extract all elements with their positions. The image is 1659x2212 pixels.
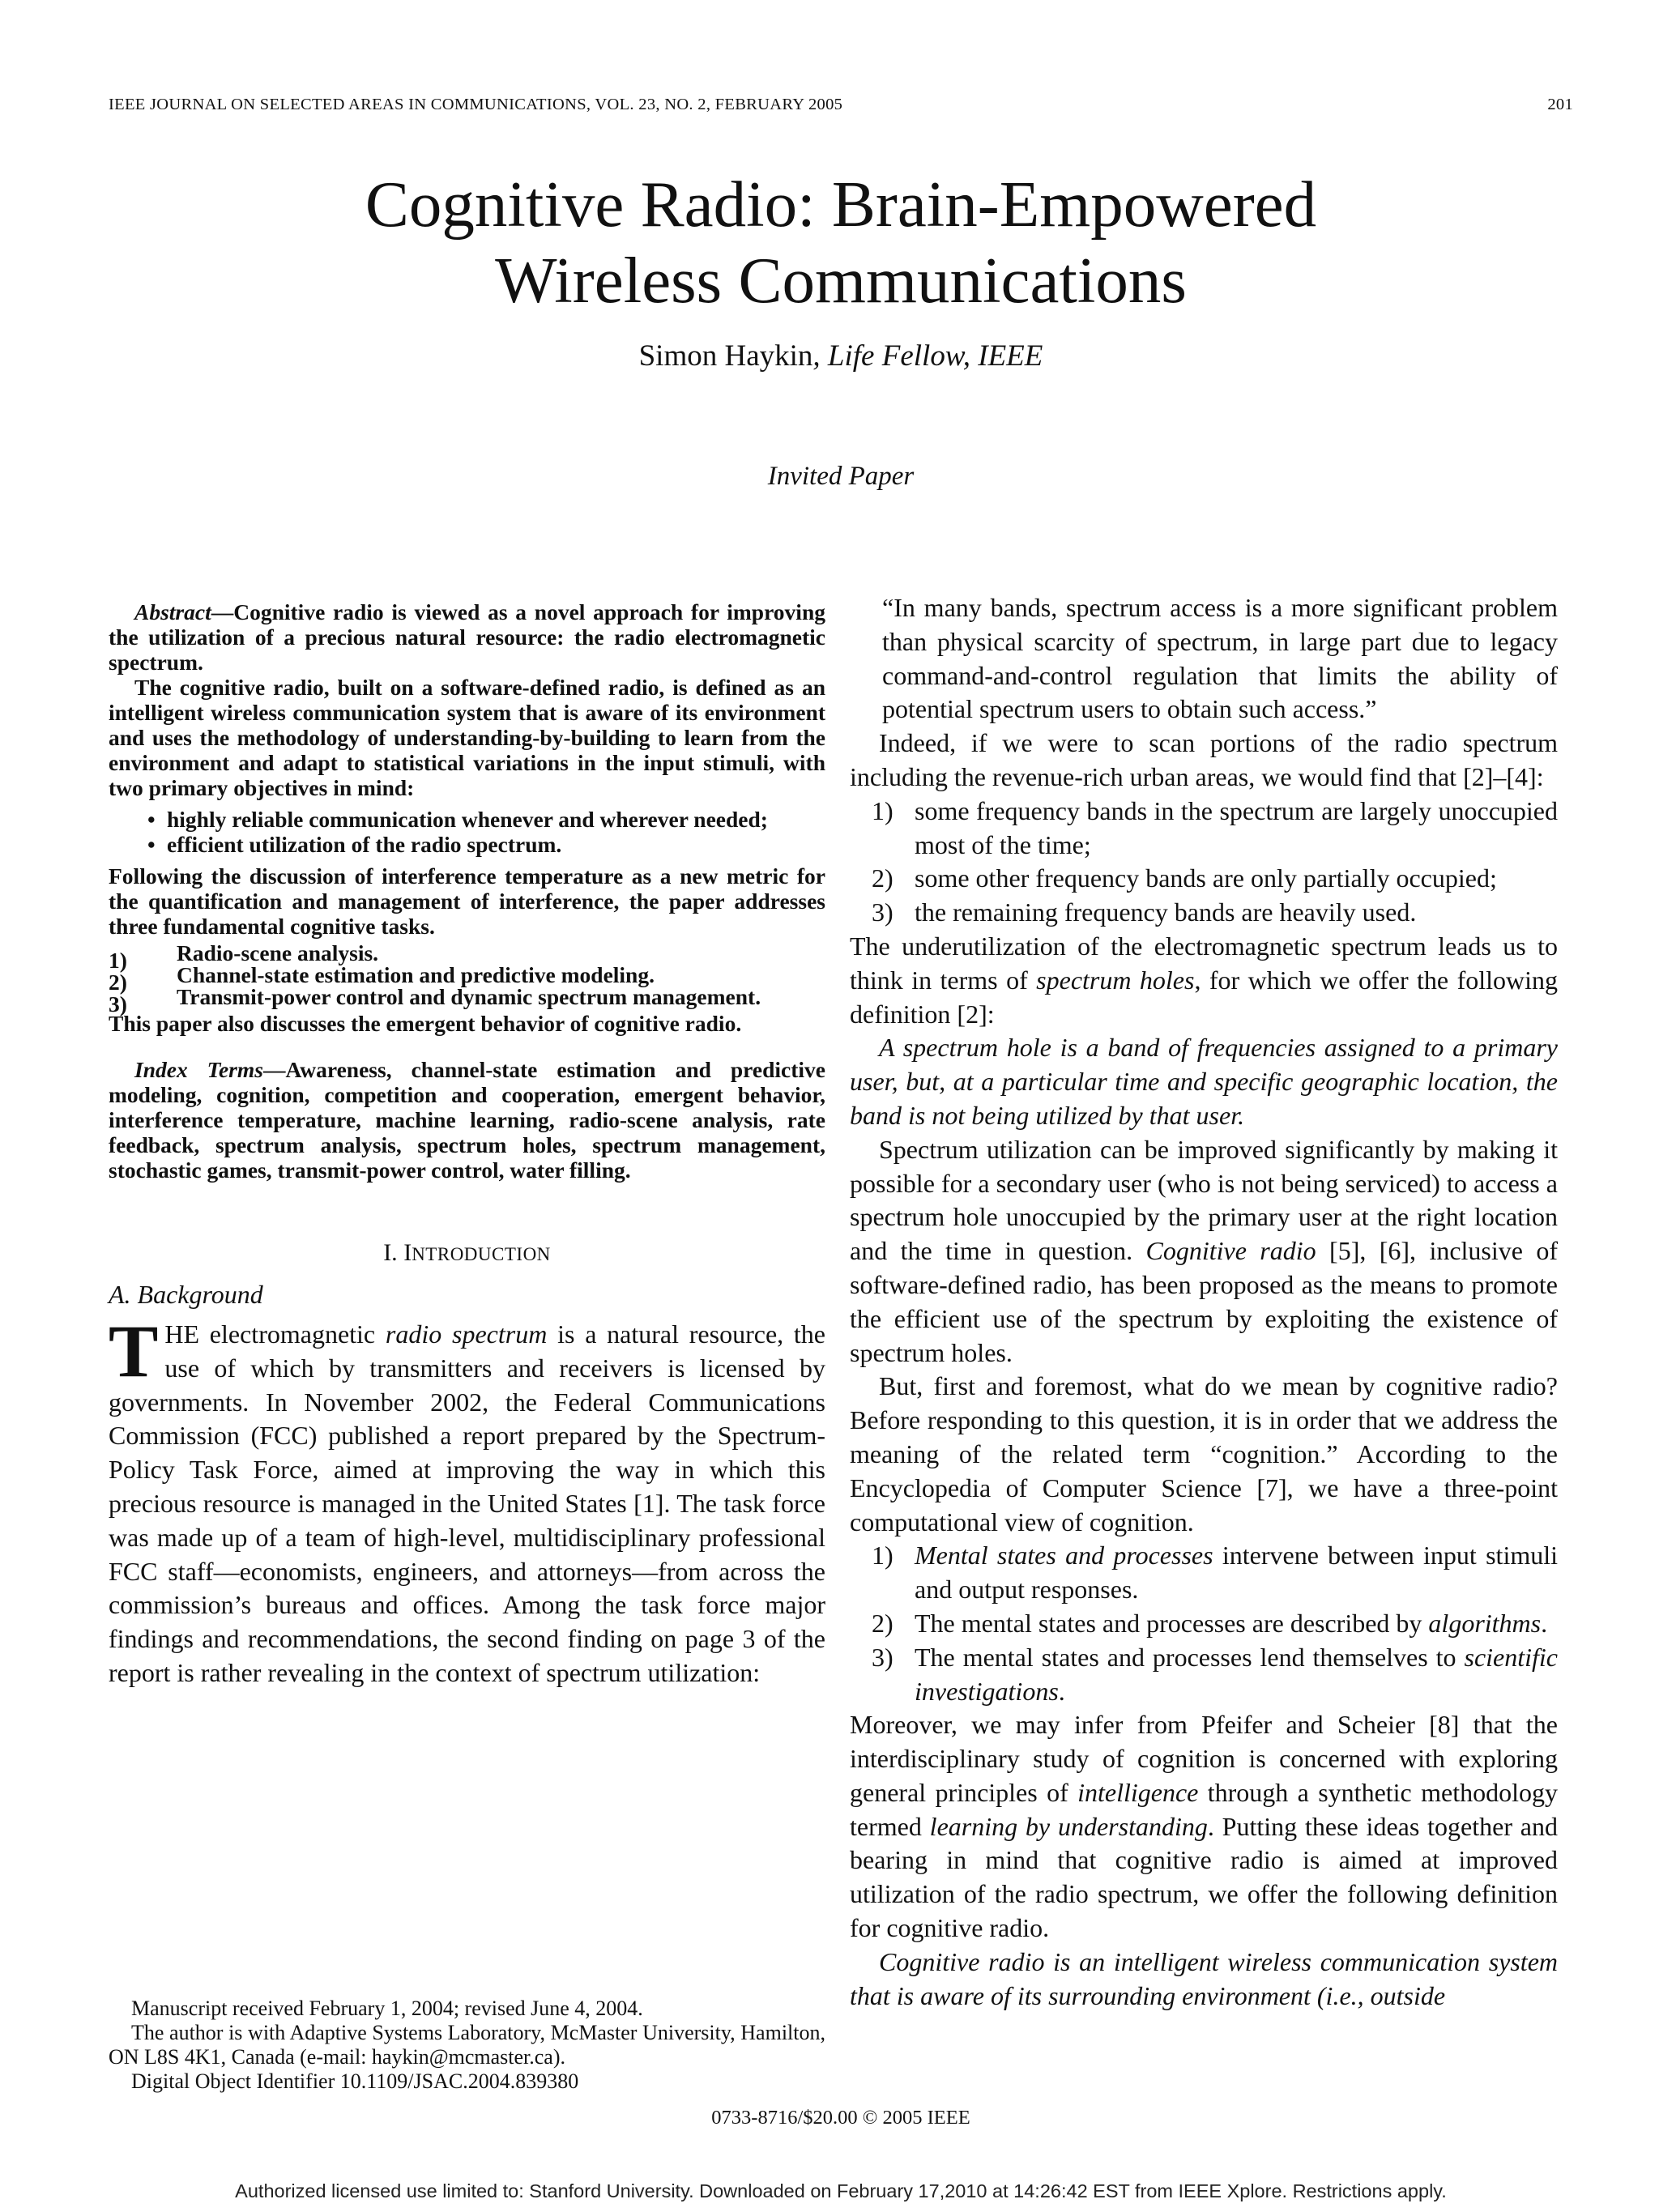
abstract-bullet: • efficient utilization of the radio spectrum.	[167, 832, 825, 857]
index-terms: Index Terms—Awareness, channel-state estimation and predictive modeling, cognition, competition and cooperation, emergent behavior, interference temperature, machine learning, radio-scene analysis, rate feedback, spectrum analysis, spectrum holes, spectrum management, stochastic games, transmit-power control, water filling.	[109, 1057, 825, 1183]
cognitive-radio-definition: Cognitive radio is an intelligent wireless communication system that is aware of its surrounding environment (i.e., outside	[850, 1946, 1558, 2010]
scan-item: 3) the remaining frequency bands are heavily used.	[872, 897, 1417, 927]
scan-item: 2) some other frequency bands are only partially occupied;	[872, 863, 1497, 893]
cognition-item: 3) The mental states and processes lend themselves to scientific investigations.	[872, 1642, 1558, 1706]
fcc-quote: “In many bands, spectrum access is a more significant problem than physical scarcity of spectrum, in large part due to legacy command-and-control regulation that limits the ability of potential spectrum users to obtain such access.”	[882, 593, 1558, 724]
footnote-received: Manuscript received February 1, 2004; revised June 4, 2004.	[131, 1997, 643, 2020]
footnote	[109, 1997, 825, 2094]
cognition-paragraph: But, first and foremost, what do we mean by cognitive radio? Before responding to this question, it is in order that we address the meaning of the related term “cognition.” According to the Encyclopedia of Computer Science [7], we have a three-point computational view of cognition.	[850, 1371, 1558, 1536]
paper-type: Invited Paper	[767, 462, 915, 491]
paper-title	[109, 166, 1573, 318]
scan-list	[850, 795, 1558, 930]
copyright-line: 0733-8716/$20.00 © 2005 IEEE	[711, 2107, 970, 2129]
left-column	[109, 599, 825, 1690]
cognition-item: 2) The mental states and processes are described by algorithms.	[872, 1608, 1548, 1638]
abstract-para-2: The cognitive radio, built on a software-defined radio, is defined as an intelligent wireless communication system that is aware of its environment and uses the methodology of understanding-by-building to learn from the environment and adapt to statistical variations in the input stimuli, with two primary objectives in mind:	[109, 675, 825, 800]
abstract	[109, 599, 825, 1183]
cognition-list	[850, 1539, 1558, 1708]
underutilization-paragraph: The underutilization of the electromagnetic spectrum leads us to think in terms of spectrum holes, for which we offer the following definition [2]:	[850, 931, 1559, 1029]
title-line-2: Wireless Communications	[495, 244, 1187, 317]
footnote-doi: Digital Object Identifier 10.1109/JSAC.2004.839380	[131, 2069, 579, 2093]
scan-paragraph: Indeed, if we were to scan portions of the radio spectrum including the revenue-rich urban areas, we would find that [2]–[4]:	[850, 728, 1558, 791]
page-number: 201	[1547, 96, 1573, 113]
utilization-paragraph: Spectrum utilization can be improved significantly by making it possible for a secondary user (who is not being serviced) to access a spectrum hole unoccupied by the primary user at the right location and the time in question. Cognitive radio [5], [6], inclusive of software-defined radio, has been proposed as the means to promote the efficient use of the spectrum by exploiting the existence of spectrum holes.	[850, 1134, 1559, 1367]
task-item: 3) Transmit-power control and dynamic spectrum management.	[109, 984, 761, 1016]
drop-cap: T	[109, 1310, 159, 1392]
journal-name: IEEE JOURNAL ON SELECTED AREAS IN COMMUNICATIONS, VOL. 23, NO. 2, FEBRUARY 2005	[109, 96, 843, 113]
task-item: 2) Channel-state estimation and predictive modeling.	[109, 962, 655, 995]
license-notice: Authorized licensed use limited to: Stanford University. Downloaded on February 17,2010 at 14:26:42 EST from IEEE Xplore. Restrictions apply.	[235, 2180, 1447, 2201]
running-header	[109, 96, 1573, 128]
section-heading: I. INTRODUCTION	[383, 1239, 551, 1266]
author-affiliation: , Life Fellow, IEEE	[812, 339, 1043, 373]
abstract-label: Abstract	[134, 599, 211, 624]
author-line	[109, 339, 1573, 373]
abstract-para-3: Following the discussion of interference temperature as a new metric for the quantification and management of interference, the paper addresses three fundamental cognitive tasks.	[109, 863, 825, 939]
spectrum-hole-definition: A spectrum hole is a band of frequencies assigned to a primary user, but, at a particular time and specific geographic location, the band is not being utilized by that user.	[850, 1033, 1558, 1130]
index-terms-label: Index Terms	[134, 1057, 263, 1082]
scan-item: 1) some frequency bands in the spectrum are largely unoccupied most of the time;	[872, 795, 1558, 859]
footnote-author-info: The author is with Adaptive Systems Laboratory, McMaster University, Hamilton, ON L8S 4K1, Canada (e-mail: haykin@mcmaster.ca).	[109, 2021, 825, 2069]
title-line-1: Cognitive Radio: Brain-Empowered	[365, 168, 1317, 241]
abstract-closing: This paper also discusses the emergent behavior of cognitive radio.	[109, 1011, 742, 1036]
abstract-bullets	[109, 807, 825, 857]
abstract-tasks	[109, 940, 825, 1016]
pfeifer-paragraph: Moreover, we may infer from Pfeifer and Scheier [8] that the interdisciplinary study of cognition is concerned with exploring general principles of intelligence through a synthetic methodology termed learning by understanding. Putting these ideas together and bearing in mind that cognitive radio is aimed at improved utilization of the radio spectrum, we offer the following definition for cognitive radio.	[850, 1710, 1559, 1943]
cognition-item: 1) Mental states and processes intervene between input stimuli and output responses.	[872, 1541, 1559, 1605]
subsection-heading: A. Background	[109, 1280, 263, 1309]
author-name: Simon Haykin	[638, 339, 813, 373]
right-column	[850, 591, 1558, 2013]
task-item: 1) Radio-scene analysis.	[109, 940, 379, 973]
abstract-intro: Abstract—Cognitive radio is viewed as a novel approach for improving the utilization of a precious natural resource: the radio electromagnetic spectrum.	[109, 599, 825, 675]
right-body	[850, 591, 1558, 2013]
intro-paragraph: THE electromagnetic radio spectrum is a natural resource, the use of which by transmitters and receivers is licensed by governments. In November 2002, the Federal Communications Commission (FCC) published a report prepared by the Spectrum-Policy Task Force, aimed at improving the way in which this precious resource is managed in the United States [1]. The task force was made up of a team of high-level, multidisciplinary professional FCC staff—economists, engineers, and attorneys—from across the commission’s bureaus and offices. Among the task force major findings and recommendations, the second finding on page 3 of the report is rather revealing in the context of spectrum utilization:	[109, 1310, 825, 1687]
abstract-bullet: • highly reliable communication whenever and wherever needed;	[167, 807, 825, 832]
